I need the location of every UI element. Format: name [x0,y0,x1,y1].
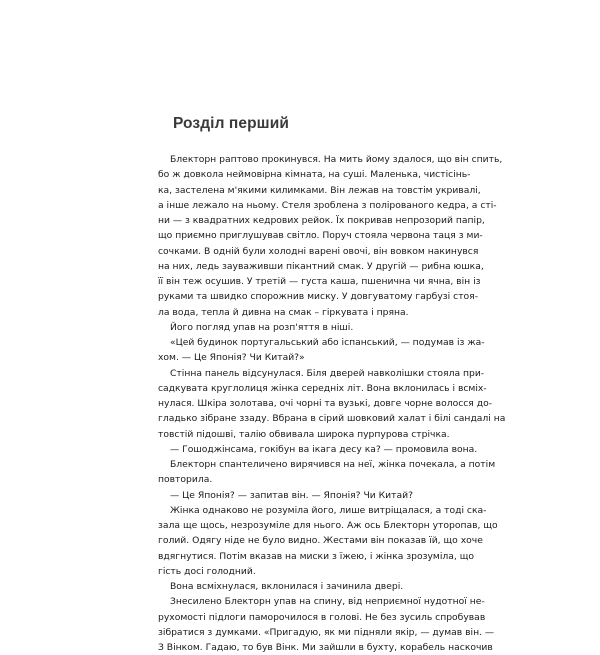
text-line: зала ще щось, незрозуміле для нього. Аж ось Блекторн уторопав, що [158,520,498,531]
text-line: хом. — Це Японія? Чи Китай?» [158,352,305,364]
text-line: нулася. Шкіра золотава, очі чорні та вузькі, довге чорне волосся до- [158,398,493,409]
text-line: Знесилено Блекторн упав на спину, від неприємної нудотної не- [170,596,485,608]
text-line: повторила. [158,474,213,486]
text-line: ка, застелена м'якими килимками. Він лежав на товстім укривалі, [158,184,481,196]
text-line: ла вода, тепла й дивна на смак – гіркувата і пряна. [158,306,409,318]
text-line: Жінка однаково не розуміла його, лише витріщалася, а тоді ска- [170,504,487,516]
text-line: Стінна панель відсунулася. Біля дверей навколішки стояла при- [170,367,485,379]
text-line: сочками. В одній були холодні варені овочі, він вовком накинувся [158,245,479,257]
text-line: З Вінком. Гадаю, то був Вінк. Ми зайшли в бухту, корабель наскочив [158,642,493,653]
chapter-text [158,152,506,655]
text-line: — Це Японія? — запитав він. — Японія? Чи Китай? [170,489,413,501]
text-line: зібратися з думками. «Пригадую, як ми підняли якір, — думав він. — [158,626,495,638]
text-line: її він теж осушив. У третій — густа каша, пшенична чи ячна, він із [158,276,481,287]
text-line: на них, ледь зауваживши пікантний смак. У другій — рибна юшка, [158,260,484,272]
text-line: — Гошоджінсама, гокібун ва ікага десу ка? — промовила вона. [170,443,478,455]
text-line: «Цей будинок португальський або іспанський, — подумав із жа- [170,337,485,348]
text-line: руками та швидко спорожнив миску. У довгуватому гарбузі стоя- [158,291,479,303]
text-line: гладько зібране ззаду. Вбрана в сірий шовковий халат і білі сандалі на [158,413,506,425]
text-line: голий. Одягу ніде не було видно. Жестами він показав їй, що хоче [158,535,483,547]
text-line: вдягнутися. Потім вказав на миски з їжею, і жінка зрозуміла, що [158,550,475,562]
text-line: Блекторн раптово прокинувся. На мить йому здалося, що він спить, [170,154,503,165]
text-line: рухомості підлоги паморочилося в голові. Не без зусиль спробував [158,611,486,623]
text-line: ни — з квадратних кедрових рейок. Їх покривав непрозорий папір, [158,215,485,226]
text-line: а інше лежало на ньому. Стеля зроблена з полірованого кедра, а сті- [158,199,497,211]
text-line: садкувата круглолиця жінка середніх літ. Вона вклонилась і всміх- [158,382,487,394]
text-line: товстій підошві, талію обвивала широка пурпурова стрічка. [158,428,450,440]
text-line: Його погляд упав на розп'яття в ніші. [170,321,354,333]
text-line: Блекторн спантеличено вирячився на неї, жінка почекала, а потім [170,459,496,470]
text-line: гість досі голодний. [158,565,256,577]
text-line: Вона всміхнулася, вклонилася і зачинила двері. [170,581,404,592]
text-line: бо ж довкола неймовірна кімната, на суші. Маленька, чистісінь- [158,169,471,181]
chapter-title: Розділ перший [173,115,289,132]
text-line: що приємно приглушував світло. Поруч стояла червона таця з ми- [158,230,483,242]
